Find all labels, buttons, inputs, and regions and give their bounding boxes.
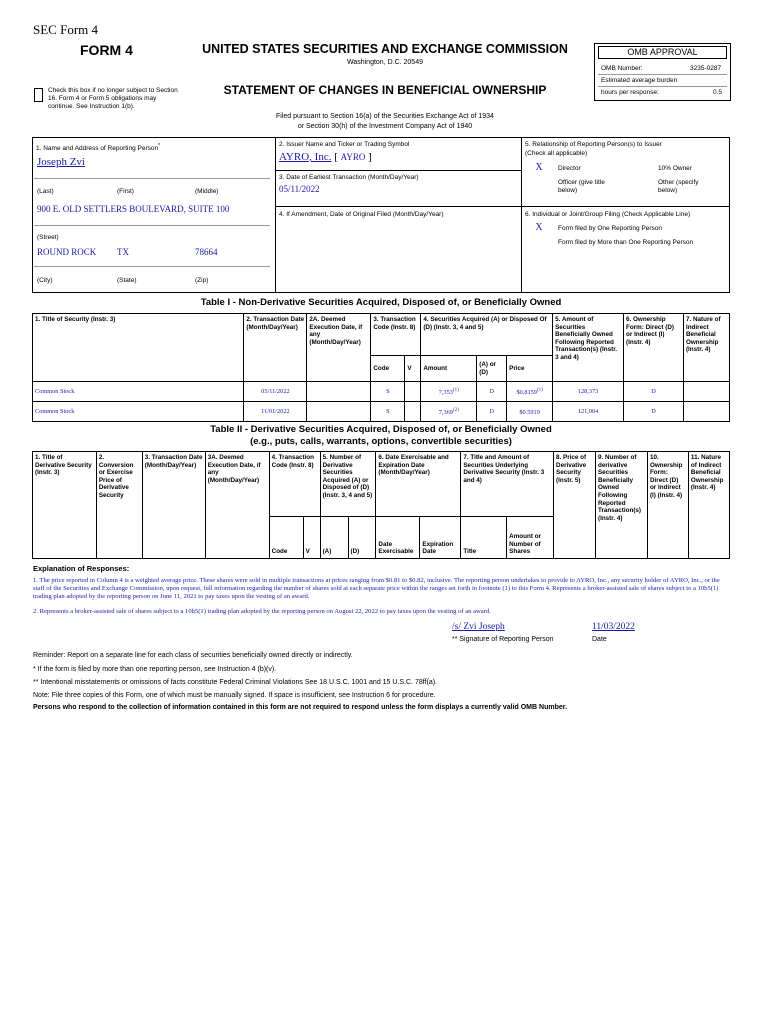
filed-line-2: or Section 30(h) of the Investment Company Act of 1940 bbox=[297, 122, 473, 130]
city-label: (City) bbox=[37, 277, 53, 284]
t2-h3a: 3A. Deemed Execution Date, if any (Month/Day/Year) bbox=[205, 452, 269, 559]
t2-h7: 7. Title and Amount of Securities Underlying Derivative Security (Instr. 3 and 4) bbox=[461, 452, 554, 517]
omb-number-value: 3235-0287 bbox=[690, 65, 722, 72]
box1-label: 1. Name and Address of Reporting Person* bbox=[36, 143, 161, 153]
t1-h4: 4. Securities Acquired (A) or Disposed Of (D) (Instr. 3, 4 and 5) bbox=[421, 314, 553, 356]
checkbox-text: Check this box if no longer subject to Section 16. Form 4 or Form 5 obligations may continue. See Instruction 1(b). bbox=[48, 87, 178, 110]
t2-a: (A) bbox=[320, 517, 348, 559]
row2-date: 11/01/2022 bbox=[244, 402, 307, 422]
form-title: FORM 4 bbox=[80, 42, 133, 58]
table1 bbox=[32, 313, 730, 422]
state-label: (State) bbox=[117, 277, 137, 284]
footnote-1: 1. The price reported in Column 4 is a weighted average price. These shares were sold in multiple transactions at prices ranging from $0.81 to $0.82, inclusive. The reporting person undertakes to provide to AYRO, Inc., any security holder of AYRO, Inc., or the staff of the Securities and Exchange Commission, upon request, full information regarding the number of shares sold at each separate price within the ranges set forth in footnote (1) to this Form 4. Represents a broker-assisted sale of shares subject to a 10b5(1) trading plan adopted by the reporting person on June 11, 2021 to pay taxes upon the vesting of an award. bbox=[33, 577, 720, 600]
row2-owned: 121,004 bbox=[553, 402, 624, 422]
earliest-transaction-date: 05/11/2022 bbox=[279, 184, 320, 194]
director-label: Director bbox=[558, 165, 581, 172]
row1-amount: 7,353$^{(1)}$ bbox=[421, 382, 477, 402]
t2-d: (D) bbox=[348, 517, 376, 559]
t2-v: V bbox=[303, 517, 320, 559]
explanation-heading: Explanation of Responses: bbox=[33, 564, 130, 573]
more-persons-label: Form filed by More than One Reporting Person bbox=[558, 239, 694, 246]
omb-persons-note: Persons who respond to the collection of information contained in this form are not required to respond unless the form displays a currently valid OMB Number. bbox=[33, 704, 568, 711]
row1-owned: 128,373 bbox=[553, 382, 624, 402]
officer-label: Officer (give title below) bbox=[558, 179, 605, 194]
row1-price: $0.8159$^{(1)}$ bbox=[507, 382, 553, 402]
table2-title-2: (e.g., puts, calls, warrants, options, convertible securities) bbox=[250, 436, 512, 447]
omb-title: OMB APPROVAL bbox=[598, 46, 727, 59]
filed-pursuant bbox=[190, 112, 580, 131]
box5-label: 5. Relationship of Reporting Person(s) to Issuer bbox=[525, 141, 662, 148]
agency-title: UNITED STATES SECURITIES AND EXCHANGE COMMISSION bbox=[202, 42, 568, 56]
row1-date: 05/11/2022 bbox=[244, 382, 307, 402]
t1-v: V bbox=[405, 356, 421, 382]
box5-sublabel: (Check all applicable) bbox=[525, 150, 588, 157]
box2-label: 2. Issuer Name and Ticker or Trading Symbol bbox=[279, 141, 410, 148]
page-header: SEC Form 4 bbox=[33, 22, 99, 37]
t1-h5: 5. Amount of Securities Beneficially Owned Following Reported Transaction(s) (Instr. 3 and 4) bbox=[553, 314, 624, 382]
no-longer-subject-checkbox[interactable] bbox=[34, 88, 43, 102]
omb-burden-label: Estimated average burden bbox=[601, 77, 678, 84]
row2-code: S bbox=[371, 402, 405, 422]
t2-h3: 3. Transaction Date (Month/Day/Year) bbox=[142, 452, 205, 559]
signature-date: 11/03/2022 bbox=[592, 622, 635, 632]
first-label: (First) bbox=[117, 188, 134, 195]
issuer-line: AYRO, Inc. [ AYRO ] bbox=[279, 151, 372, 163]
star-note-2: ** Intentional misstatements or omissions of facts constitute Federal Criminal Violations See 18 U.S.C. 1001 and 15 U.S.C. 78ff(a). bbox=[33, 679, 437, 686]
t2-h8: 8. Price of Derivative Security (Instr. 5) bbox=[554, 452, 596, 559]
statement-title: STATEMENT OF CHANGES IN BENEFICIAL OWNERSHIP bbox=[223, 83, 547, 97]
row1-title: Common Stock bbox=[33, 382, 244, 402]
issuer-name: AYRO, Inc. bbox=[279, 151, 332, 163]
street-address: 900 E. OLD SETTLERS BOULEVARD, SUITE 100 bbox=[37, 204, 230, 214]
t2-amount-shares: Amount or Number of Shares bbox=[507, 517, 554, 559]
row2-price: $0.5919 bbox=[507, 402, 553, 422]
table2-title-1: Table II - Derivative Securities Acquired, Disposed of, or Beneficially Owned bbox=[210, 424, 552, 435]
t2-h5: 5. Number of Derivative Securities Acquired (A) or Disposed of (D) (Instr. 3, 4 and 5) bbox=[320, 452, 376, 517]
other-label: Other (specify below) bbox=[658, 179, 699, 194]
row1-code: S bbox=[371, 382, 405, 402]
t1-amount: Amount bbox=[421, 356, 477, 382]
t1-code: Code bbox=[371, 356, 405, 382]
filed-line-1: Filed pursuant to Section 16(a) of the Securities Exchange Act of 1934 bbox=[276, 113, 494, 120]
table1-title: Table I - Non-Derivative Securities Acquired, Disposed of, or Beneficially Owned bbox=[200, 297, 562, 308]
reminder-text: Reminder: Report on a separate line for each class of securities beneficially owned directly or indirectly. bbox=[33, 652, 353, 659]
reporting-person-name: Joseph Zvi bbox=[37, 156, 85, 168]
table-row bbox=[33, 382, 730, 402]
agency-location: Washington, D.C. 20549 bbox=[346, 59, 423, 66]
omb-number-label: OMB Number: bbox=[601, 65, 643, 72]
signature-label: ** Signature of Reporting Person bbox=[452, 636, 554, 643]
date-label: Date bbox=[592, 636, 607, 643]
street-label: (Street) bbox=[37, 234, 59, 241]
t1-h6: 6. Ownership Form: Direct (D) or Indirect (I) (Instr. 4) bbox=[624, 314, 684, 382]
t1-h2a: 2A. Deemed Execution Date, if any (Month/Day/Year) bbox=[307, 314, 371, 382]
city: ROUND ROCK bbox=[37, 247, 97, 257]
t1-aord: (A) or (D) bbox=[477, 356, 507, 382]
t2-title: Title bbox=[461, 517, 507, 559]
row1-form: D bbox=[624, 382, 684, 402]
t2-h4: 4. Transaction Code (Instr. 8) bbox=[269, 452, 320, 517]
star-note-1: * If the form is filed by more than one reporting person, see Instruction 4 (b)(v). bbox=[33, 666, 277, 673]
t1-h7: 7. Nature of Indirect Beneficial Ownership (Instr. 4) bbox=[683, 314, 729, 382]
footnote-2: 2. Represents a broker-assisted sale of shares subject to a 10b5(1) trading plan adopted by the reporting person on August 22, 2022 to pay taxes upon the vesting of an award. bbox=[33, 608, 491, 615]
row2-title: Common Stock bbox=[33, 402, 244, 422]
t2-h10: 10. Ownership Form: Direct (D) or Indirect (I) (Instr. 4) bbox=[647, 452, 688, 559]
state: TX bbox=[117, 247, 129, 257]
table2-title bbox=[32, 424, 730, 448]
box6-label: 6. Individual or Joint/Group Filing (Check Applicable Line) bbox=[525, 211, 691, 218]
t1-price: Price bbox=[507, 356, 553, 382]
row2-ad: D bbox=[477, 402, 507, 422]
table-row bbox=[33, 402, 730, 422]
t2-h9: 9. Number of derivative Securities Beneficially Owned Following Reported Transaction(s) (Instr. 4) bbox=[595, 452, 647, 559]
zip-label: (Zip) bbox=[195, 277, 209, 284]
issuer-ticker: AYRO bbox=[340, 152, 366, 162]
t2-h1: 1. Title of Derivative Security (Instr. 3) bbox=[33, 452, 97, 559]
one-person-label: Form filed by One Reporting Person bbox=[558, 225, 663, 232]
zip: 78664 bbox=[195, 247, 218, 257]
ten-pct-owner-label: 10% Owner bbox=[658, 165, 692, 172]
omb-hours-label: hours per response: bbox=[601, 89, 659, 96]
t2-h6: 6. Date Exercisable and Expiration Date (Month/Day/Year) bbox=[376, 452, 461, 517]
t2-exp: Expiration Date bbox=[420, 517, 461, 559]
one-person-checkbox[interactable]: X bbox=[535, 222, 543, 233]
last-label: (Last) bbox=[37, 188, 54, 195]
middle-label: (Middle) bbox=[195, 188, 219, 195]
director-checkbox[interactable]: X bbox=[535, 162, 543, 173]
t1-h3: 3. Transaction Code (Instr. 8) bbox=[371, 314, 421, 356]
t2-date-ex: Date Exercisable bbox=[376, 517, 420, 559]
table2 bbox=[32, 451, 730, 559]
t1-h1: 1. Title of Security (Instr. 3) bbox=[33, 314, 244, 382]
row2-amount: 7,369$^{(2)}$ bbox=[421, 402, 477, 422]
box3-label: 3. Date of Earliest Transaction (Month/Day/Year) bbox=[279, 174, 419, 181]
row2-form: D bbox=[624, 402, 684, 422]
file-copies-note: Note: File three copies of this Form, one of which must be manually signed. If space is insufficient, see Instruction 6 for procedure. bbox=[33, 692, 436, 699]
signature-name: /s/ Zvi Joseph bbox=[452, 622, 505, 632]
box4-label: 4. If Amendment, Date of Original Filed (Month/Day/Year) bbox=[279, 211, 444, 218]
row1-ad: D bbox=[477, 382, 507, 402]
omb-hours-value: 0.5 bbox=[713, 89, 723, 96]
t2-h2: 2. Conversion or Exercise Price of Derivative Security bbox=[96, 452, 142, 559]
t2-h11: 11. Nature of Indirect Beneficial Ownership (Instr. 4) bbox=[688, 452, 729, 559]
t1-h2: 2. Transaction Date (Month/Day/Year) bbox=[244, 314, 307, 382]
t2-code: Code bbox=[269, 517, 303, 559]
